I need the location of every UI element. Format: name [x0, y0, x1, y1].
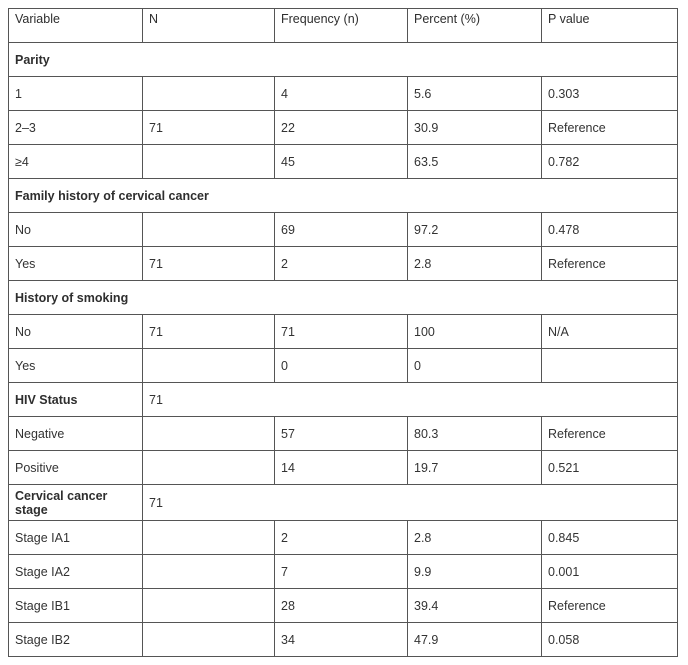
table-row: [9, 213, 678, 247]
cell-percent: 97.2: [408, 213, 542, 247]
cell-variable: Yes: [9, 247, 143, 281]
cell-p-value: 0.001: [542, 555, 678, 589]
cell-n: [143, 589, 275, 623]
header-percent: Percent (%): [408, 9, 542, 43]
cell-p-value: Reference: [542, 417, 678, 451]
table-row: [9, 349, 678, 383]
cell-frequency: 4: [275, 77, 408, 111]
cell-n: [143, 521, 275, 555]
header-p-value: P value: [542, 9, 678, 43]
cell-variable: Stage IB1: [9, 589, 143, 623]
table-row: [9, 315, 678, 349]
cell-variable: 1: [9, 77, 143, 111]
data-table: [8, 8, 678, 657]
cell-n: [143, 349, 275, 383]
section-label: Cervical cancer stage: [9, 485, 143, 521]
cell-p-value: 0.303: [542, 77, 678, 111]
cell-frequency: 69: [275, 213, 408, 247]
cell-n: [143, 145, 275, 179]
header-row: [9, 9, 678, 43]
table-row: [9, 555, 678, 589]
table-row: [9, 145, 678, 179]
cell-p-value: 0.782: [542, 145, 678, 179]
cell-n: 71: [143, 111, 275, 145]
section-row-parity: [9, 43, 678, 77]
cell-percent: 47.9: [408, 623, 542, 657]
cell-percent: 19.7: [408, 451, 542, 485]
cell-n: [143, 555, 275, 589]
section-n: 71: [143, 485, 678, 521]
cell-percent: 9.9: [408, 555, 542, 589]
cell-p-value: Reference: [542, 247, 678, 281]
cell-frequency: 14: [275, 451, 408, 485]
section-row-stage: [9, 485, 678, 521]
section-row-smoking: [9, 281, 678, 315]
cell-frequency: 45: [275, 145, 408, 179]
section-n: 71: [143, 383, 678, 417]
cell-percent: 2.8: [408, 247, 542, 281]
cell-variable: Negative: [9, 417, 143, 451]
cell-p-value: N/A: [542, 315, 678, 349]
cell-variable: 2–3: [9, 111, 143, 145]
cell-p-value: 0.478: [542, 213, 678, 247]
cell-variable: No: [9, 213, 143, 247]
cell-frequency: 22: [275, 111, 408, 145]
cell-frequency: 0: [275, 349, 408, 383]
cell-frequency: 57: [275, 417, 408, 451]
section-label: History of smoking: [9, 281, 678, 315]
cell-p-value: 0.521: [542, 451, 678, 485]
cell-variable: Stage IA2: [9, 555, 143, 589]
cell-n: [143, 213, 275, 247]
cell-n: 71: [143, 315, 275, 349]
cell-percent: 5.6: [408, 77, 542, 111]
cell-percent: 100: [408, 315, 542, 349]
cell-percent: 0: [408, 349, 542, 383]
header-frequency: Frequency (n): [275, 9, 408, 43]
cell-variable: Stage IB2: [9, 623, 143, 657]
header-variable: Variable: [9, 9, 143, 43]
section-label: Family history of cervical cancer: [9, 179, 678, 213]
cell-n: [143, 77, 275, 111]
cell-variable: Stage IA1: [9, 521, 143, 555]
cell-p-value: [542, 349, 678, 383]
cell-frequency: 71: [275, 315, 408, 349]
header-n: N: [143, 9, 275, 43]
cell-variable: No: [9, 315, 143, 349]
table-row: [9, 521, 678, 555]
cell-n: [143, 623, 275, 657]
cell-n: [143, 451, 275, 485]
cell-frequency: 2: [275, 521, 408, 555]
cell-variable: ≥4: [9, 145, 143, 179]
table-row: [9, 451, 678, 485]
cell-frequency: 34: [275, 623, 408, 657]
table-row: [9, 417, 678, 451]
cell-percent: 30.9: [408, 111, 542, 145]
cell-frequency: 28: [275, 589, 408, 623]
cell-p-value: Reference: [542, 589, 678, 623]
cell-frequency: 2: [275, 247, 408, 281]
cell-percent: 2.8: [408, 521, 542, 555]
cell-variable: Yes: [9, 349, 143, 383]
cell-p-value: Reference: [542, 111, 678, 145]
section-row-hiv: [9, 383, 678, 417]
table-row: [9, 589, 678, 623]
cell-n: [143, 417, 275, 451]
table-row: [9, 247, 678, 281]
cell-percent: 80.3: [408, 417, 542, 451]
cell-p-value: 0.845: [542, 521, 678, 555]
section-label: Parity: [9, 43, 678, 77]
table-row: [9, 623, 678, 657]
table-row: [9, 111, 678, 145]
cell-percent: 63.5: [408, 145, 542, 179]
cell-p-value: 0.058: [542, 623, 678, 657]
cell-variable: Positive: [9, 451, 143, 485]
table-row: [9, 77, 678, 111]
cell-n: 71: [143, 247, 275, 281]
section-row-family-history: [9, 179, 678, 213]
cell-percent: 39.4: [408, 589, 542, 623]
section-label: HIV Status: [9, 383, 143, 417]
cell-frequency: 7: [275, 555, 408, 589]
